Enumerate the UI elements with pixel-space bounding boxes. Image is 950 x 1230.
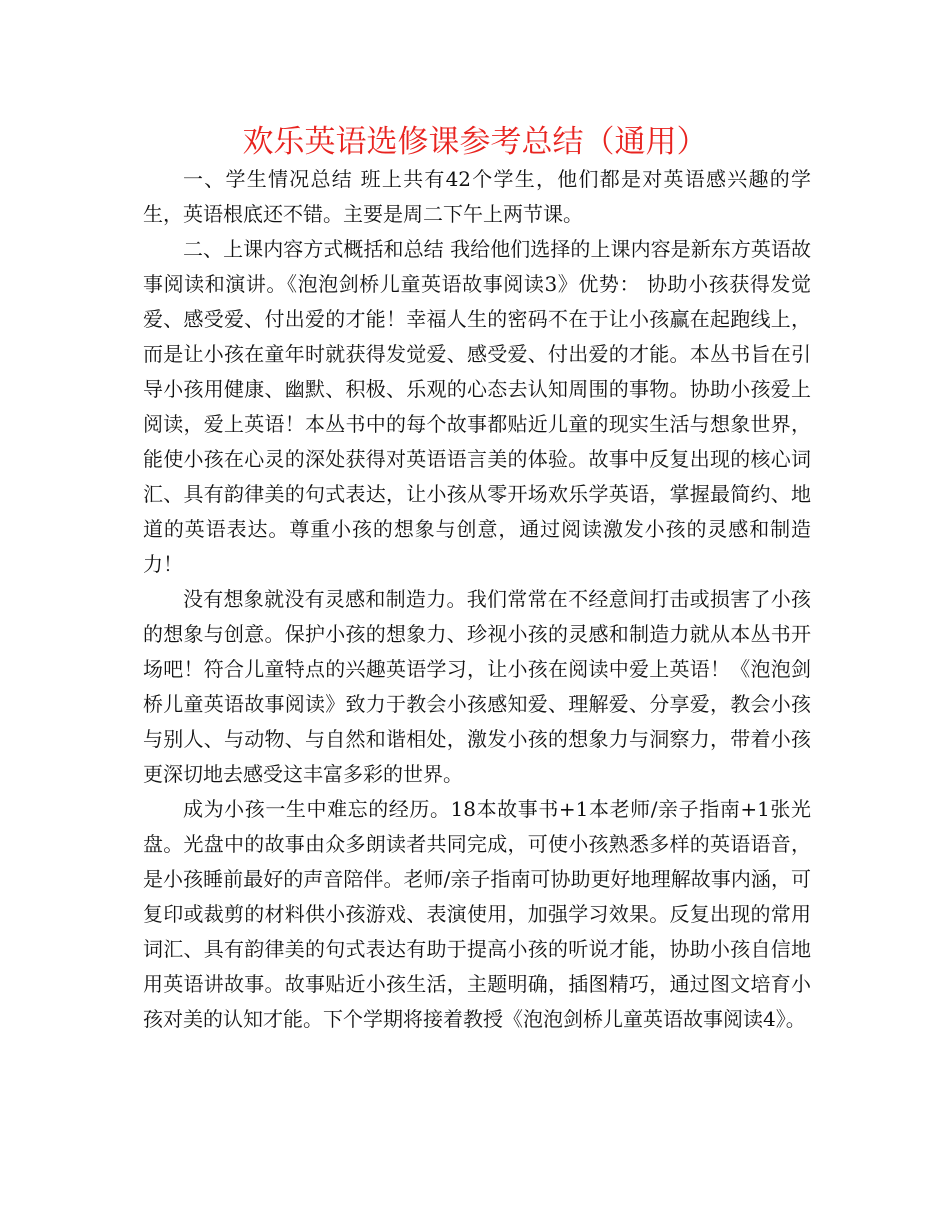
paragraph-course-content: 二、上课内容方式概括和总结 我给他们选择的上课内容是新东方英语故事阅读和演讲。《泡泡剑桥儿童英语故事阅读3》优势： 协助小孩获得发觉爱、感受爱、付出爱的才能！幸福人生的密码不在于让小孩赢在起跑线上，而是让小孩在童年时就获得发觉爱、感受爱、付出爱的才能。本丛书旨在引导小孩用健康、幽默、积极、乐观的心态去认知周围的事物。协助小孩爱上阅读，爱上英语！本丛书中的每个故事都贴近儿童的现实生活与想象世界，能使小孩在心灵的深处获得对英语语言美的体验。故事中反复出现的核心词汇、具有韵律美的句式表达，让小孩从零开场欢乐学英语，掌握最简约、地道的英语表达。尊重小孩的想象与创意，通过阅读激发小孩的灵感和制造力！ xyxy=(143,237,811,576)
paragraph-imagination: 没有想象就没有灵感和制造力。我们常常在不经意间打击或损害了小孩的想象与创意。保护小孩的想象力、珍视小孩的灵感和制造力就从本丛书开场吧！符合儿童特点的兴趣英语学习，让小孩在阅读中爱上英语！《泡泡剑桥儿童英语故事阅读》致力于教会小孩感知爱、理解爱、分享爱，教会小孩与别人、与动物、与自然和谐相处，激发小孩的想象力与洞察力，带着小孩更深切地去感受这丰富多彩的世界。 xyxy=(143,587,811,786)
document-body xyxy=(143,162,811,1037)
paragraph-experience: 成为小孩一生中难忘的经历。18本故事书+1本老师/亲子指南+1张光盘。光盘中的故事由众多朗读者共同完成，可使小孩熟悉多样的英语语音，是小孩睡前最好的声音陪伴。老师/亲子指南可协助更好地理解故事内涵，可复印或裁剪的材料供小孩游戏、表演使用，加强学习效果。反复出现的常用词汇、具有韵律美的句式表达有助于提高小孩的听说才能，协助小孩自信地用英语讲故事。故事贴近小孩生活，主题明确，插图精巧，通过图文培育小孩对美的认知才能。下个学期将接着教授《泡泡剑桥儿童英语故事阅读4》。 xyxy=(143,797,811,1031)
paragraph-student-summary: 一、学生情况总结 班上共有42个学生，他们都是对英语感兴趣的学生，英语根底还不错。主要是周二下午上两节课。 xyxy=(143,167,811,226)
document-title: 欢乐英语选修课参考总结（通用） xyxy=(242,124,708,160)
